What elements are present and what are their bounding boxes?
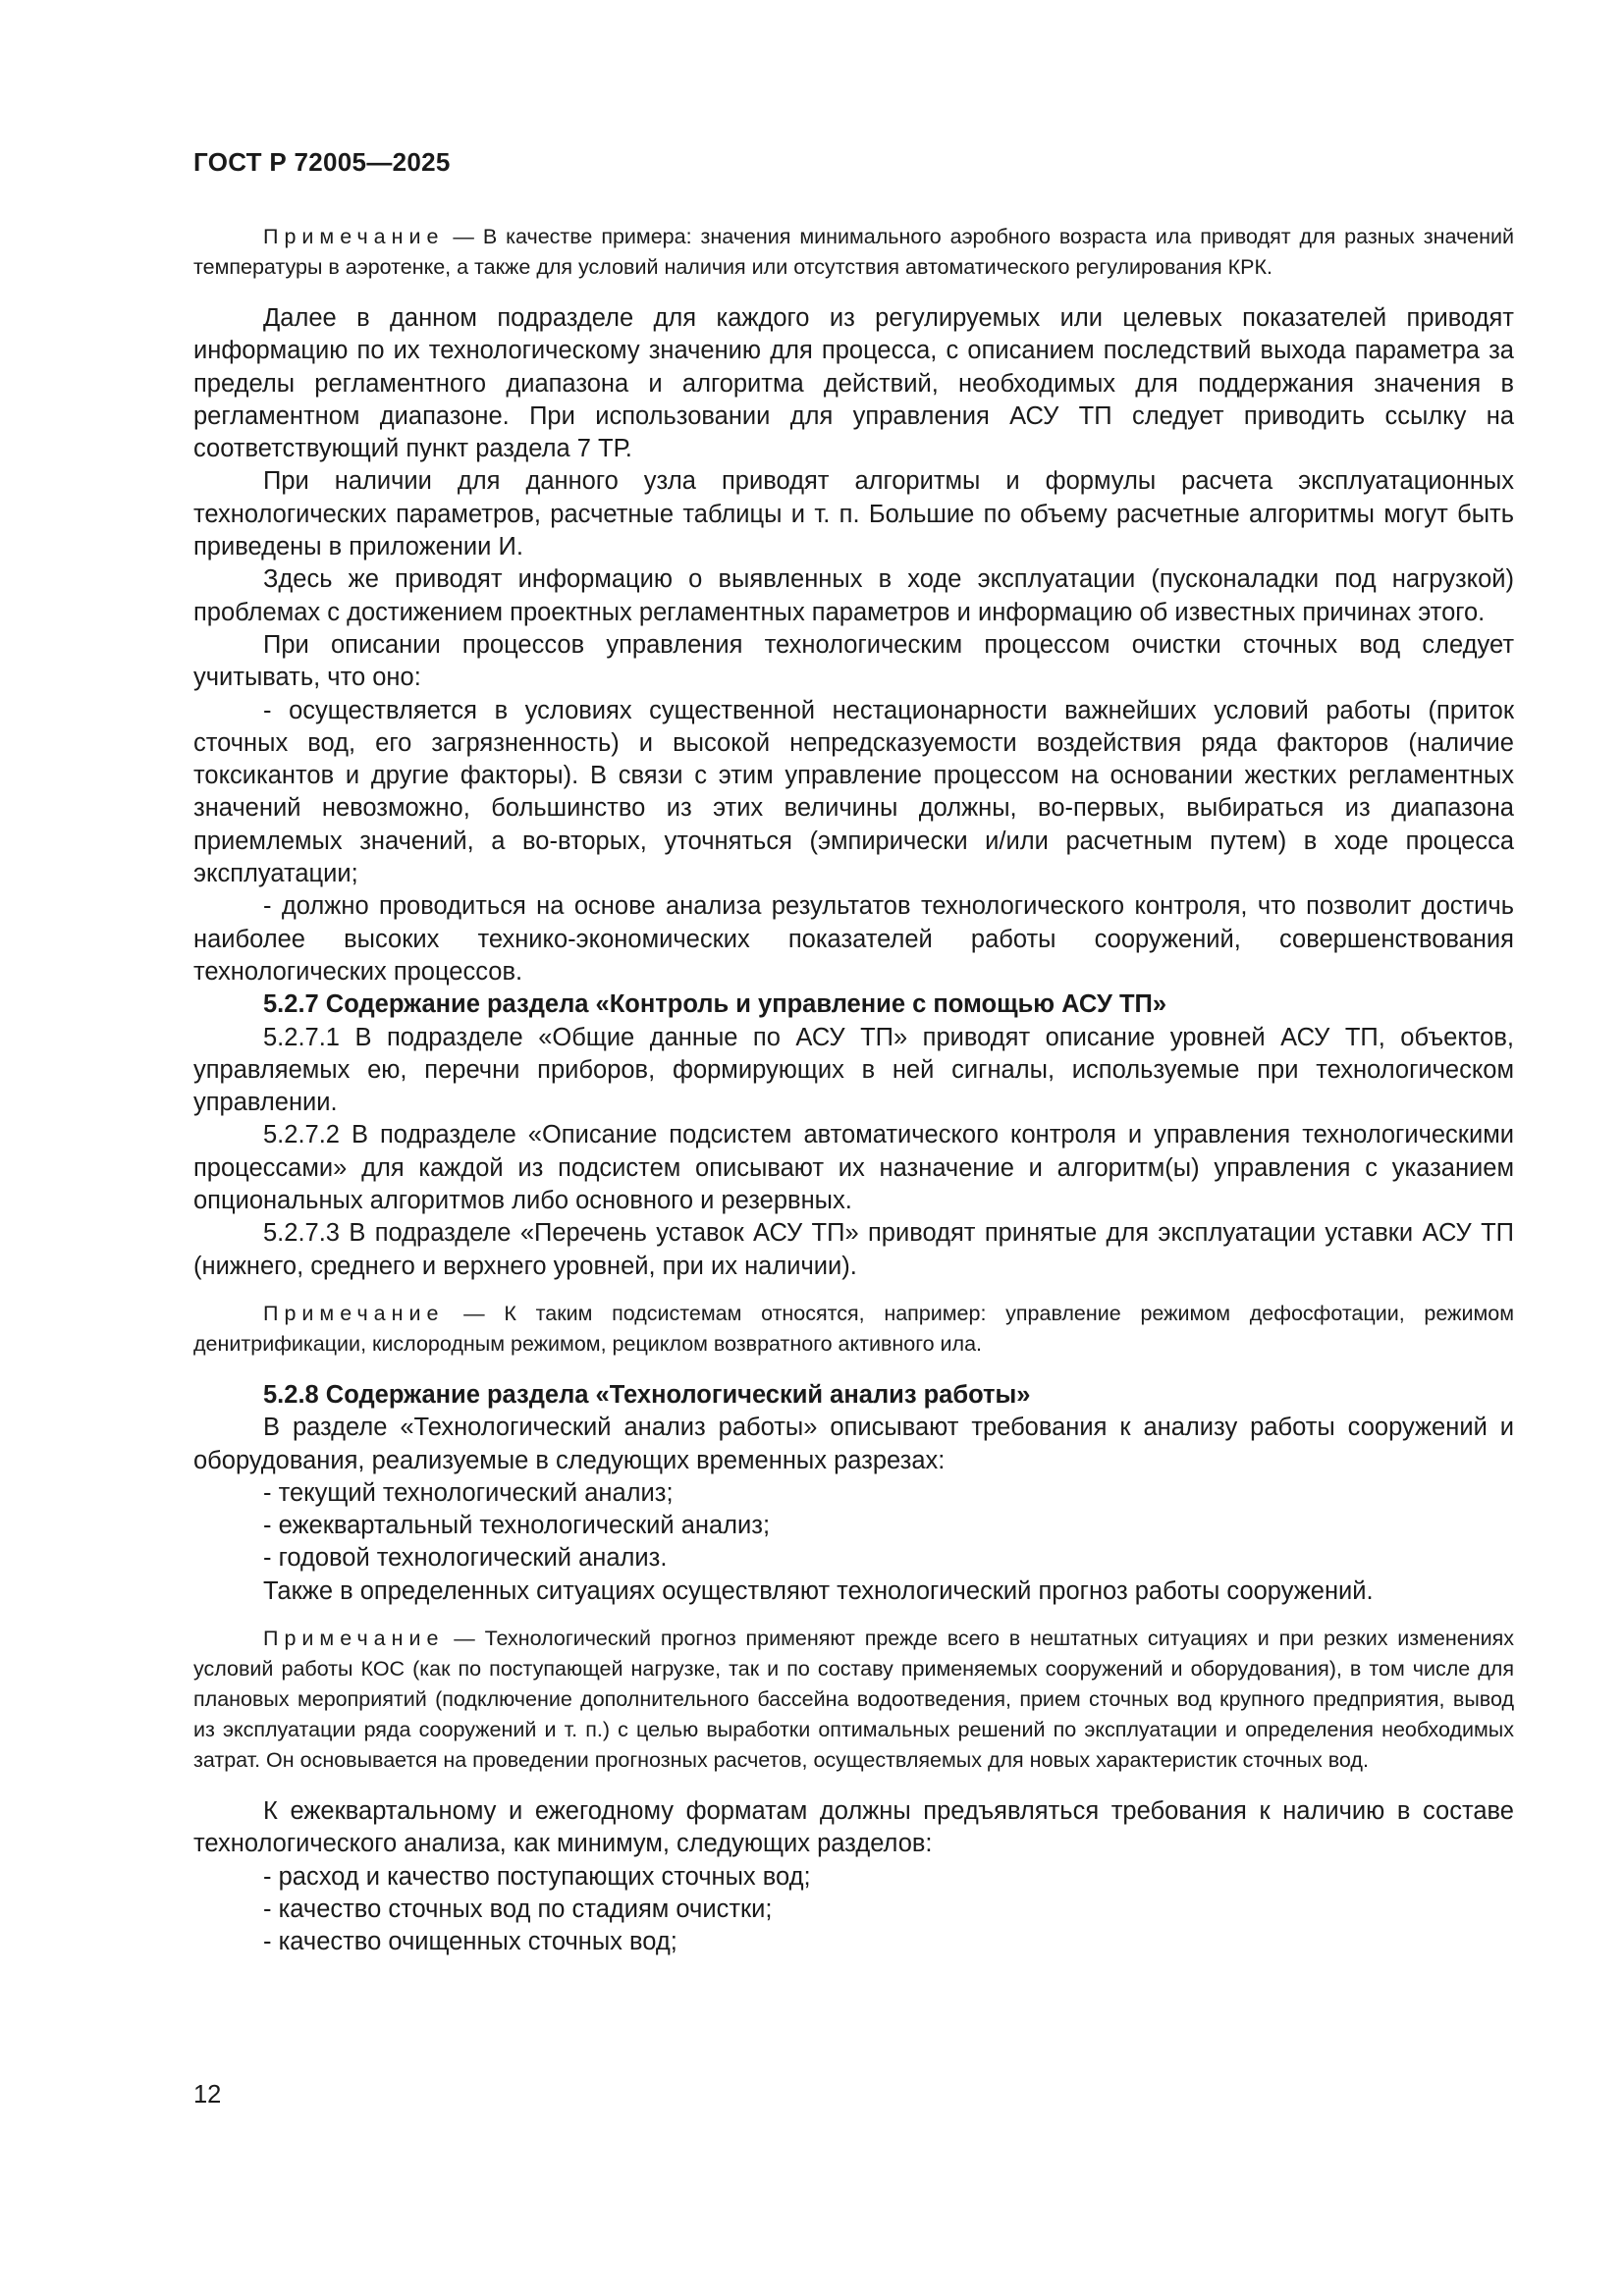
page-number: 12 — [193, 2081, 222, 2109]
list-item: - качество очищенных сточных вод; — [263, 1928, 677, 1956]
list-item: - ежеквартальный технологический анализ; — [263, 1512, 771, 1540]
paragraph: Далее в данном подразделе для каждого из регулируемых или целевых показателей приводят информацию по их технологическому значению для процесса, с описанием последствий выхода параметра за пределы регламентного диапазона и алгоритма действий, необходимых для поддержания значения в регламентном диапазоне. При использовании для управления АСУ ТП следует приводить ссылку на соответствующий пункт раздела 7 ТР. — [193, 304, 1514, 463]
subsection-5-2-7-1: 5.2.7.1 В подразделе «Общие данные по АСУ ТП» приводят описание уровней АСУ ТП, объектов, управляемых ею, перечни приборов, формирующих в ней сигналы, используемые при технологическом управлении. — [193, 1023, 1514, 1117]
note-text: В качестве примера: значения минимального аэробного возраста ила приводят для разных значений температуры в аэротенке, а также для условий наличия или отсутствия автоматического регулирования КРК. — [193, 225, 1514, 279]
note-text: Технологический прогноз применяют прежде всего в нештатных ситуациях и при резких изменениях условий работы КОС (как по поступающей нагрузке, так и по составу применяемых сооружений и оборудования), в том числе для плановых мероприятий (подключение дополнительного бассейна водоотведения, прием сточных вод крупного предприятия, вывод из эксплуатации ряда сооружений и т. п.) с целью выработки оптимальных решений по эксплуатации и определения необходимых затрат. Он основывается на проведении прогнозных расчетов, осуществляемых для новых характеристик сточных вод. — [193, 1626, 1514, 1772]
paragraph: К ежеквартальному и ежегодному форматам должны предъявляться требования к наличию в составе технологического анализа, как минимум, следующих разделов: — [193, 1796, 1514, 1858]
subsection-5-2-7-3: 5.2.7.3 В подразделе «Перечень уставок АСУ ТП» приводят принятые для эксплуатации уставки АСУ ТП (нижнего, среднего и верхнего уровней, при их наличии). — [193, 1219, 1514, 1280]
list-item: - текущий технологический анализ; — [263, 1478, 674, 1507]
note-text: К таким подсистемам относятся, например: управление режимом дефосфотации, режимом денитрификации, кислородным режимом, рециклом возвратного активного ила. — [193, 1301, 1514, 1356]
note-3 — [193, 1624, 1514, 1776]
note-dash: — — [444, 225, 483, 248]
paragraph: В разделе «Технологический анализ работы» описывают требования к анализу работы сооружений и оборудования, реализуемые в следующих временных разрезах: — [193, 1414, 1514, 1474]
section-heading-5-2-8: 5.2.8 Содержание раздела «Технологический анализ работы» — [263, 1380, 1031, 1409]
list-item: - качество сточных вод по стадиям очистки; — [263, 1895, 773, 1923]
document-header: ГОСТ Р 72005—2025 — [193, 147, 451, 177]
paragraph: - должно проводиться на основе анализа результатов технологического контроля, что позволит достичь наиболее высоких технико-экономических показателей работы сооружений, совершенствования технологических процессов. — [193, 892, 1514, 986]
list-item: - годовой технологический анализ. — [263, 1544, 668, 1573]
paragraph: При описании процессов управления технологическим процессом очистки сточных вод следует учитывать, что оно: — [193, 630, 1514, 692]
subsection-5-2-7-2: 5.2.7.2 В подразделе «Описание подсистем автоматического контроля и управления технологическими процессами» для каждой из подсистем описывают их назначение и алгоритм(ы) управления с указанием опциональных алгоритмов либо основного и резервных. — [193, 1121, 1514, 1215]
note-label: Примечание — [263, 1301, 445, 1325]
section-heading-5-2-7: 5.2.7 Содержание раздела «Контроль и управление с помощью АСУ ТП» — [263, 990, 1167, 1019]
note-2 — [193, 1299, 1514, 1360]
paragraph: При наличии для данного узла приводят алгоритмы и формулы расчета эксплуатационных технологических параметров, расчетные таблицы и т. п. Большие по объему расчетные алгоритмы могут быть приведены в приложении И. — [193, 467, 1514, 561]
paragraph: - осуществляется в условиях существенной нестационарности важнейших условий работы (приток сточных вод, его загрязненность) и высокой непредсказуемости воздействия ряда факторов (наличие токсикантов и другие факторы). В связи с этим управление процессом на основании жестких регламентных значений невозможно, большинство из этих величины должны, во-первых, выбираться из диапазона приемлемых значений, а во-вторых, уточняться (эмпирически и/или расчетным путем) в ходе процесса эксплуатации; — [193, 696, 1514, 888]
note-1 — [193, 222, 1514, 283]
note-dash: — — [444, 1301, 505, 1325]
note-label: Примечание — [263, 1626, 445, 1650]
paragraph: Также в определенных ситуациях осуществляют технологический прогноз работы сооружений. — [263, 1576, 1374, 1605]
note-dash: — — [444, 1626, 485, 1650]
note-label: Примечание — [263, 225, 445, 248]
list-item: - расход и качество поступающих сточных вод; — [263, 1862, 811, 1891]
paragraph: Здесь же приводят информацию о выявленных в ходе эксплуатации (пусконаладки под нагрузкой) проблемах с достижением проектных регламентных параметров и информацию об известных причинах этого. — [193, 565, 1514, 626]
document-body — [193, 222, 1514, 1958]
